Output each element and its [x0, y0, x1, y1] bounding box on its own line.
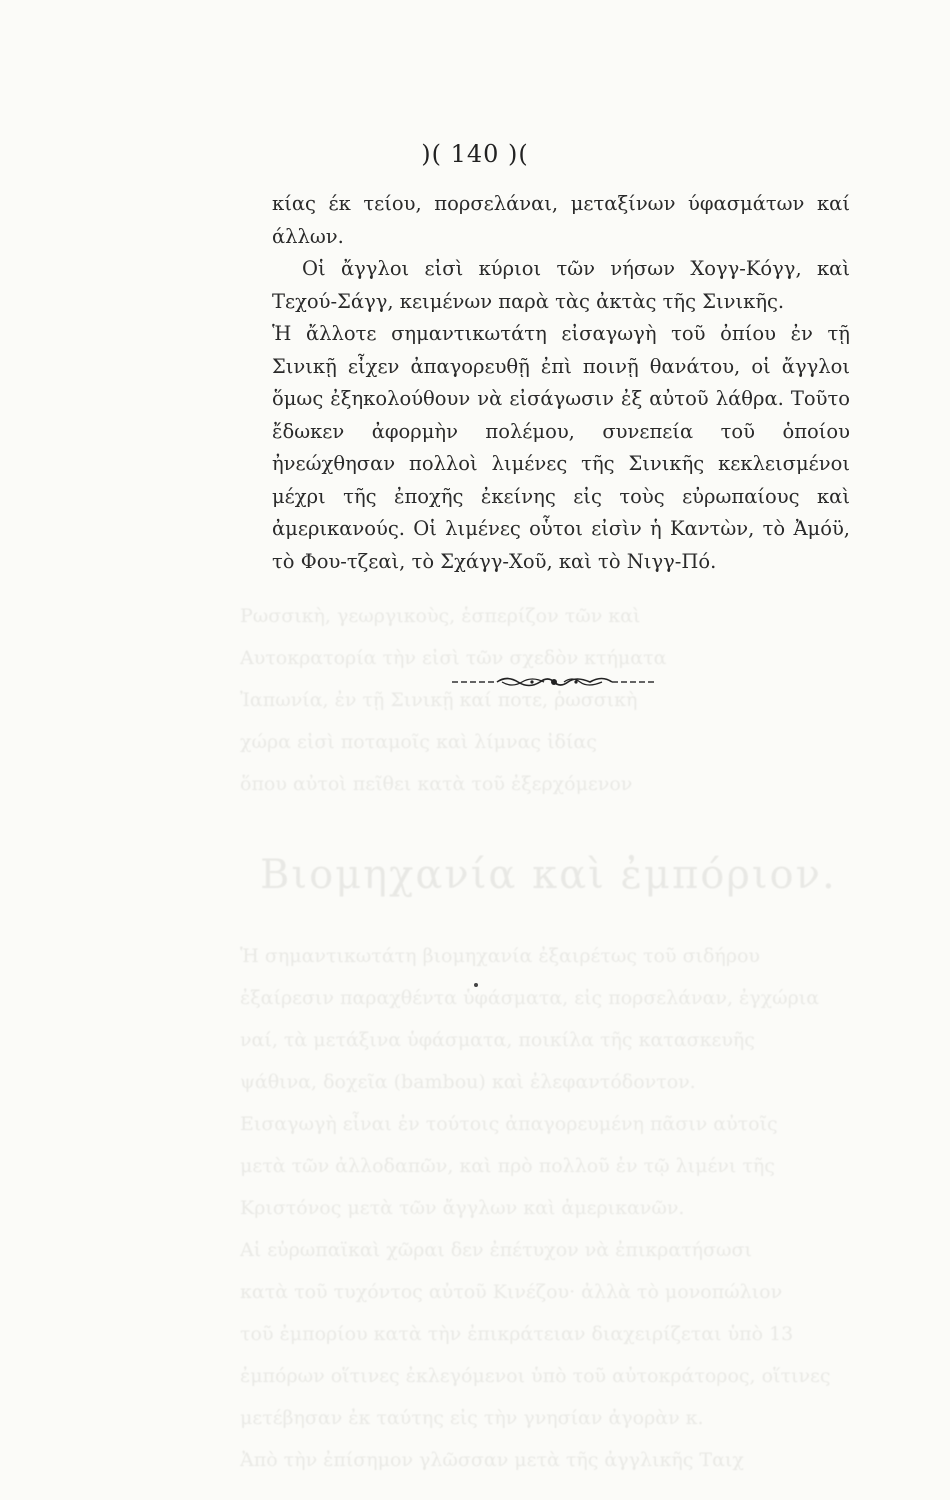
paragraph: Οἱ ἄγγλοι εἰσὶ κύριοι τῶν νήσων Χογγ-Κόγγ, καὶ Τεχού-Σάγγ, κειμένων παρὰ τὰς ἀκτὰς τῆς Σινικῆς.	[272, 257, 850, 313]
page-number-header: )( 140 )(	[421, 140, 529, 168]
paragraph: Ἡ ἄλλοτε σημαντικωτάτη εἰσαγωγὴ τοῦ ὀπίου ἐν τῇ Σινικῇ εἶχεν ἀπαγορευθῇ ἐπὶ ποινῇ θανάτου, οἱ ἄγγλοι ὅμως ἐξηκολούθουν νὰ εἰσάγωσιν ἐξ αὐτοῦ λάθρα. Τοῦτο ἔδωκεν ἀφορμὴν πολέμου, συνεπεία τοῦ ὁποίου ἠνεώχθησαν πολλοὶ λιμένες τῆς Σινικῆς κεκλεισμένοι μέχρι τῆς ἐποχῆς ἐκείνης εἰς τοὺς εὐρωπαίους καὶ ἀμερικανούς. Οἱ λιμένες οὗτοι εἰσὶν ἡ Καντὼν, τὸ Ἀμόϋ, τὸ Φου-τζεαὶ, τὸ Σχάγγ-Χοῦ, καὶ τὸ Νιγγ-Πό.	[272, 322, 850, 573]
ink-speck	[474, 983, 478, 987]
ornament-divider	[452, 672, 657, 692]
body-text	[272, 188, 850, 578]
bleed-through-text: Ρωσσικὴ, γεωργικοὺς, ἑσπερίζον τῶν καὶ Αυτοκρατορία τὴν εἰσὶ τῶν σχεδὸν κτήματα Ἰαπωνία, ἐν τῇ Σινικῇ καί ποτε, ῥωσσικὴ χώρα εἰσὶ ποταμοῖς καὶ λίμνας ἰδίας ὅπου αὐτοὶ πεῖθει κατὰ τοῦ ἐξερχόμενον Βιομηχανία καὶ ἐμπόριον. Ἡ σημαντικωτάτη βιομηχανία ἐξαιρέτως τοῦ σιδήρου ἐξαίρεσιν παραχθέντα ὑφάσματα, εἰς πορσελάναν, ἐγχώρια ναί, τὰ μετάξινα ὑφάσματα, ποικίλα τῆς κατασκευῆς ψάθινα, δοχεῖα (bambou) καὶ ἐλεφαντόδοντον. Εισαγωγὴ εἶναι ἐν τούτοις ἀπαγορευμένη πᾶσιν αὐτοῖς μετὰ τῶν ἀλλοδαπῶν, καὶ πρὸ πολλοῦ ἐν τῷ λιμένι τῆς Κριστόνος μετὰ τῶν ἄγγλων καὶ ἀμερικανῶν. Αἱ εὐρωπαϊκαὶ χῶραι δεν ἐπέτυχον νὰ ἐπικρατήσωσι κατὰ τοῦ τυχόντος αὐτοῦ Κινέζου· ἀλλὰ τὸ μονοπώλιον τοῦ ἐμπορίου κατὰ τὴν ἐπικράτειαν διαχειρίζεται ὑπὸ 13 ἐμπόρων οἵτινες ἐκλεγόμενοι ὑπὸ τοῦ αὐτοκράτορος, οἵτινες μετέβησαν ἐκ ταύτης εἰς τὴν γνησίαν ἀγορὰν κ. Ἀπὸ τὴν ἐπίσημον γλῶσσαν μετὰ τῆς ἀγγλικῆς Ταιχ	[240, 605, 837, 1471]
paragraph: κίας έκ τείου, πορσελάναι, μεταξίνων ύφασμάτων καί άλλων.	[272, 192, 850, 248]
